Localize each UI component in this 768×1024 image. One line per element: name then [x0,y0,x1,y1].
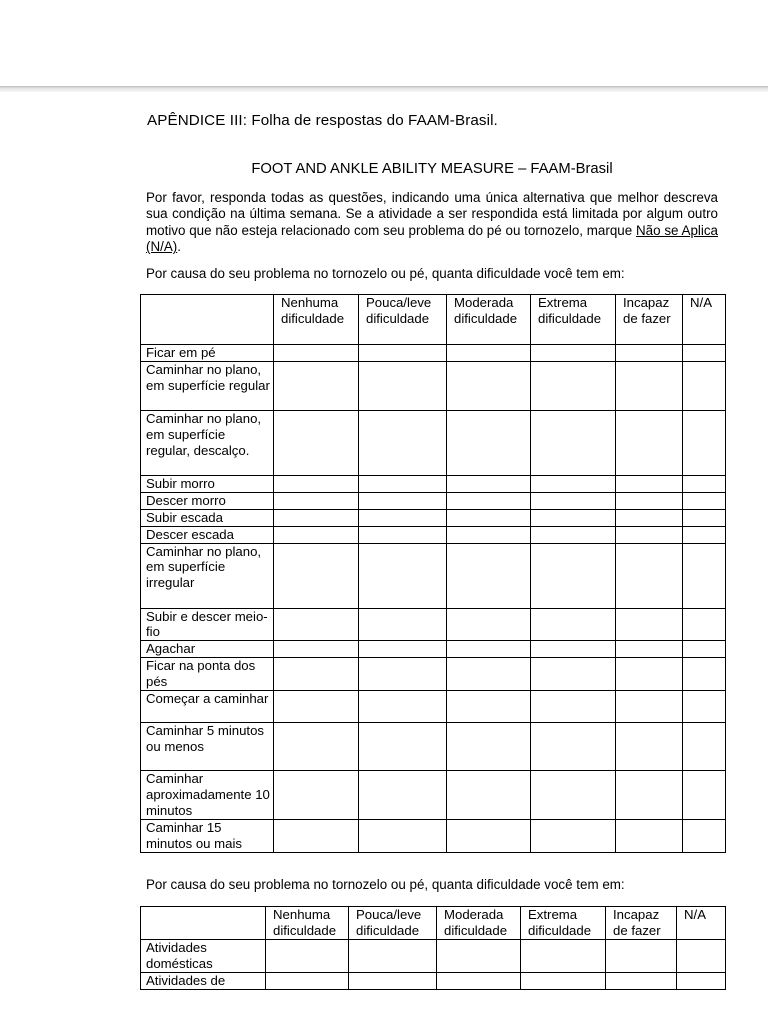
answer-cell[interactable] [359,509,447,526]
answer-cell[interactable] [531,543,616,608]
table-row [141,345,726,362]
table-row [141,410,726,475]
header-empty-cell [141,907,266,940]
question-2: Por causa do seu problema no tornozelo ou pé, quanta dificuldade você tem em: [146,877,625,892]
answer-cell[interactable] [359,410,447,475]
answer-cell[interactable] [447,608,531,641]
answer-cell[interactable] [274,723,359,771]
answer-cell[interactable] [616,492,683,509]
answer-cell[interactable] [677,940,726,973]
table-row [141,771,726,820]
answer-cell[interactable] [349,940,437,973]
answer-cell[interactable] [683,526,726,543]
answer-cell[interactable] [683,771,726,820]
table-row [141,475,726,492]
answer-cell[interactable] [531,475,616,492]
table-row [141,526,726,543]
answer-cell[interactable] [531,723,616,771]
answer-cell[interactable] [274,361,359,410]
header-incapaz: Incapaz de fazer [606,907,677,940]
answer-cell[interactable] [616,361,683,410]
answer-cell[interactable] [447,361,531,410]
header-na: N/A [683,295,726,345]
answer-cell[interactable] [683,658,726,691]
answer-cell[interactable] [447,723,531,771]
answer-cell[interactable] [447,345,531,362]
document-title: FOOT AND ANKLE ABILITY MEASURE – FAAM-Brasil [251,161,613,177]
table-header-row [141,907,726,940]
answer-cell[interactable] [274,543,359,608]
row-label: Agachar [141,641,274,658]
answer-cell[interactable] [359,361,447,410]
answer-cell[interactable] [616,608,683,641]
viewer-top-bar [0,0,768,86]
table-row [141,543,726,608]
answer-cell[interactable] [274,492,359,509]
header-extrema: Extrema dificuldade [521,907,606,940]
answer-cell[interactable] [447,509,531,526]
answer-cell[interactable] [274,820,359,853]
answer-cell[interactable] [531,361,616,410]
answer-cell[interactable] [359,475,447,492]
table-row [141,691,726,723]
answer-cell[interactable] [274,410,359,475]
answer-cell[interactable] [274,526,359,543]
answer-cell[interactable] [606,972,677,989]
row-label: Caminhar no plano, em superfície regular [141,361,274,410]
answer-cell[interactable] [677,972,726,989]
table-row [141,940,726,973]
answer-cell[interactable] [616,543,683,608]
answer-cell[interactable] [531,410,616,475]
answer-cell[interactable] [616,345,683,362]
header-incapaz: Incapaz de fazer [616,295,683,345]
answer-cell[interactable] [274,691,359,723]
answer-cell[interactable] [359,526,447,543]
answer-cell[interactable] [616,771,683,820]
answer-cell[interactable] [274,658,359,691]
header-na: N/A [677,907,726,940]
row-label: Caminhar no plano, em superfície irregular [141,543,274,608]
answer-cell[interactable] [447,658,531,691]
table-row [141,972,726,989]
answer-cell[interactable] [359,641,447,658]
answer-cell[interactable] [437,972,521,989]
answer-cell[interactable] [447,526,531,543]
header-pouca-leve: Pouca/leve dificuldade [349,907,437,940]
answer-cell[interactable] [447,543,531,608]
answer-cell[interactable] [683,345,726,362]
answer-cell[interactable] [359,658,447,691]
answer-cell[interactable] [616,410,683,475]
appendix-heading: APÊNDICE III: Folha de respostas do FAAM-Brasil. [147,112,498,129]
row-label: Subir morro [141,475,274,492]
row-label: Descer escada [141,526,274,543]
answer-cell[interactable] [447,492,531,509]
table-row [141,658,726,691]
answer-cell[interactable] [616,658,683,691]
row-label: Caminhar no plano, em superfície regular, descalço. [141,410,274,475]
answer-cell[interactable] [359,608,447,641]
answer-cell[interactable] [447,771,531,820]
answer-cell[interactable] [359,492,447,509]
answer-cell[interactable] [274,771,359,820]
answer-cell[interactable] [616,641,683,658]
answer-cell[interactable] [616,526,683,543]
answer-cell[interactable] [359,723,447,771]
answer-cell[interactable] [683,410,726,475]
header-nenhuma: Nenhuma dificuldade [274,295,359,345]
table-row [141,509,726,526]
answer-cell[interactable] [266,940,349,973]
row-label: Começar a caminhar [141,691,274,723]
answer-cell[interactable] [683,641,726,658]
answer-cell[interactable] [531,641,616,658]
answer-cell[interactable] [274,475,359,492]
answer-cell[interactable] [349,972,437,989]
answer-cell[interactable] [616,509,683,526]
answer-cell[interactable] [359,691,447,723]
row-label: Subir e descer meio-fio [141,608,274,641]
answer-cell[interactable] [521,972,606,989]
answer-cell[interactable] [683,543,726,608]
table-header-row [141,295,726,345]
answer-cell[interactable] [274,608,359,641]
answer-cell[interactable] [437,940,521,973]
answer-cell[interactable] [683,820,726,853]
row-label: Caminhar 5 minutos ou menos [141,723,274,771]
answer-cell[interactable] [531,820,616,853]
table-row [141,641,726,658]
table-row [141,608,726,641]
answer-cell[interactable] [683,492,726,509]
row-label: Ficar em pé [141,345,274,362]
table-row [141,820,726,853]
answer-cell[interactable] [683,475,726,492]
header-moderada: Moderada dificuldade [447,295,531,345]
answer-cell[interactable] [683,723,726,771]
row-label: Atividades de [141,972,266,989]
answer-cell[interactable] [274,509,359,526]
answer-cell[interactable] [359,820,447,853]
answer-cell[interactable] [531,771,616,820]
row-label: Atividades domésticas [141,940,266,973]
answer-cell[interactable] [531,492,616,509]
answer-cell[interactable] [531,345,616,362]
answer-cell[interactable] [616,723,683,771]
answer-cell[interactable] [683,608,726,641]
row-label: Caminhar 15 minutos ou mais [141,820,274,853]
question-1: Por causa do seu problema no tornozelo ou pé, quanta dificuldade você tem em: [146,266,625,281]
header-moderada: Moderada dificuldade [437,907,521,940]
header-nenhuma: Nenhuma dificuldade [266,907,349,940]
answer-cell[interactable] [616,475,683,492]
answer-cell[interactable] [606,940,677,973]
answer-cell[interactable] [447,410,531,475]
header-pouca-leve: Pouca/leve dificuldade [359,295,447,345]
instructions-end: . [177,239,181,255]
answer-cell[interactable] [531,691,616,723]
answer-cell[interactable] [616,820,683,853]
answer-cell[interactable] [359,345,447,362]
answer-cell[interactable] [359,543,447,608]
row-label: Caminhar aproximadamente 10 minutos [141,771,274,820]
answer-cell[interactable] [531,509,616,526]
row-label: Ficar na ponta dos pés [141,658,274,691]
table-row [141,361,726,410]
table-row [141,723,726,771]
instructions-paragraph [146,190,718,256]
faam-table-1 [140,294,726,853]
answer-cell[interactable] [616,691,683,723]
answer-cell[interactable] [447,475,531,492]
answer-cell[interactable] [266,972,349,989]
instructions-text: Por favor, responda todas as questões, indicando uma única alternativa que melhor descreva sua condição na última semana. Se a atividade a ser respondida está limitada por algum outro motivo que não esteja relacionado com seu problema do pé ou tornozelo, marque [146,190,718,238]
faam-table-2 [140,906,726,990]
header-extrema: Extrema dificuldade [531,295,616,345]
row-label: Descer morro [141,492,274,509]
header-empty-cell [141,295,274,345]
answer-cell[interactable] [683,361,726,410]
answer-cell[interactable] [683,509,726,526]
answer-cell[interactable] [447,641,531,658]
answer-cell[interactable] [683,691,726,723]
answer-cell[interactable] [447,820,531,853]
table-row [141,492,726,509]
answer-cell[interactable] [531,608,616,641]
row-label: Subir escada [141,509,274,526]
answer-cell[interactable] [531,526,616,543]
answer-cell[interactable] [274,345,359,362]
answer-cell[interactable] [359,771,447,820]
answer-cell[interactable] [274,641,359,658]
answer-cell[interactable] [531,658,616,691]
answer-cell[interactable] [447,691,531,723]
answer-cell[interactable] [521,940,606,973]
na-option-text: Não se Aplica (N/A) [146,222,718,255]
